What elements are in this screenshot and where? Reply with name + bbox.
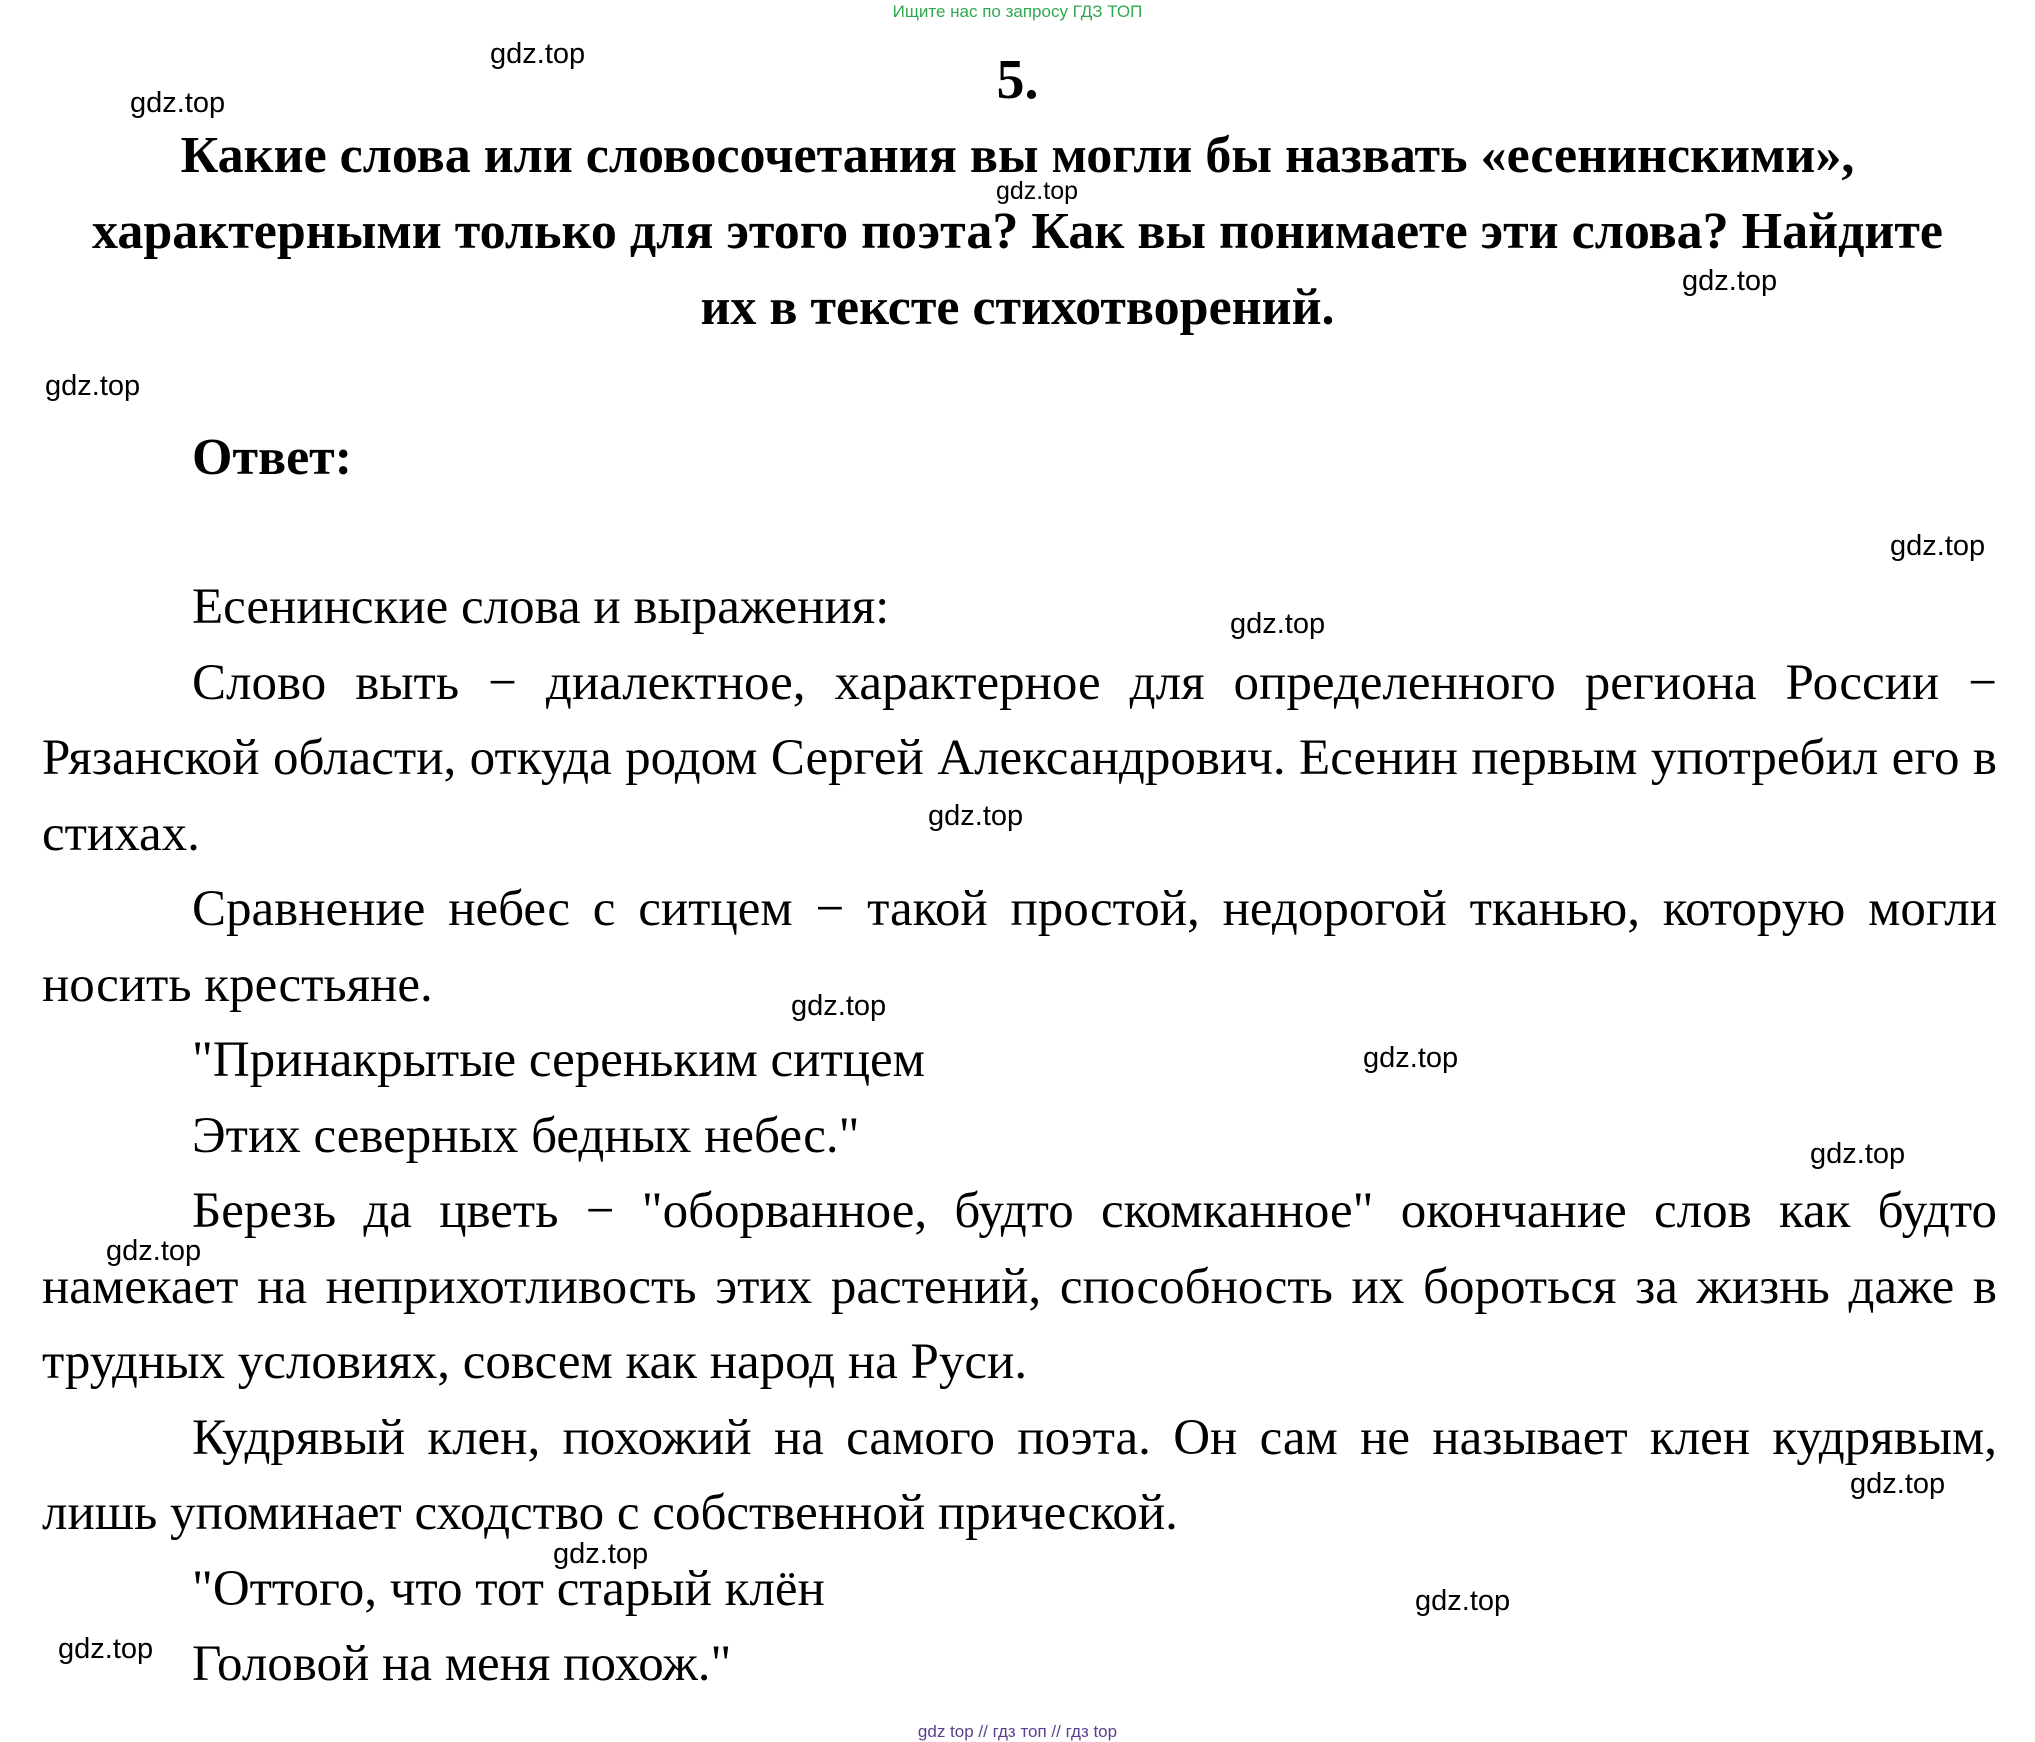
watermark: gdz.top bbox=[130, 87, 226, 119]
watermark: gdz.top bbox=[1810, 1138, 1906, 1170]
watermark: gdz.top bbox=[45, 370, 141, 402]
quote-line: "Принакрытые сереньким ситцем bbox=[192, 1032, 925, 1088]
top-banner: Ищите нас по запросу ГДЗ ТОП bbox=[892, 2, 1143, 21]
quote-line: Головой на меня похож." bbox=[192, 1636, 732, 1692]
watermark: gdz.top bbox=[1850, 1468, 1946, 1500]
watermark: gdz.top bbox=[1682, 265, 1778, 297]
answer-paragraph-vyt: Слово выть − диалектное, характерное для определенного региона России − Рязанской области, откуда родом Сергей Александрович. Есенин первым употребил его в стихах. bbox=[42, 654, 1997, 862]
watermark: gdz.top bbox=[106, 1235, 202, 1267]
answer-paragraph-intro: Есенинские слова и выражения: bbox=[192, 579, 890, 635]
watermark: gdz.top bbox=[928, 800, 1024, 832]
watermark: gdz.top bbox=[1363, 1042, 1459, 1074]
quote-line: Этих северных бедных небес." bbox=[192, 1107, 860, 1164]
watermark: gdz.top bbox=[1230, 608, 1326, 640]
answer-paragraph-berez: Березь да цветь − "оборванное, будто скомканное" окончание слов как будто намекает на неприхотливость этих растений, способность их бороться за жизнь даже в трудных условиях, совсем как народ на Руси. bbox=[42, 1183, 1997, 1390]
task-number: 5. bbox=[996, 49, 1039, 111]
watermark: gdz.top bbox=[58, 1633, 154, 1665]
answer-paragraph-klen: Кудрявый клен, похожий на самого поэта. Он сам не называет клен кудрявым, лишь упоминает сходство с собственной прической. bbox=[42, 1409, 1997, 1541]
watermark: gdz.top bbox=[1890, 530, 1986, 562]
watermark: gdz.top bbox=[1415, 1585, 1511, 1617]
answer-paragraph-sitets: Сравнение небес с ситцем − такой простой, недорогой тканью, которую могли носить крестьяне. bbox=[42, 881, 1997, 1013]
watermark: gdz.top bbox=[553, 1538, 649, 1570]
answer-label: Ответ: bbox=[192, 429, 353, 486]
answer-body bbox=[42, 570, 1997, 1703]
footer-links: gdz top // гдз топ // гдз top bbox=[917, 1722, 1118, 1741]
task-question: Какие слова или словосочетания вы могли бы назвать «есенинскими», характерными только для этого поэта? Как вы понимаете эти слова? Найдите их в тексте стихотворений. bbox=[92, 127, 1943, 336]
quote-line: "Оттого, что тот старый клён bbox=[192, 1560, 825, 1617]
watermark: gdz.top bbox=[791, 990, 887, 1022]
watermark: gdz.top bbox=[490, 38, 586, 70]
watermark: gdz.top bbox=[996, 177, 1079, 205]
